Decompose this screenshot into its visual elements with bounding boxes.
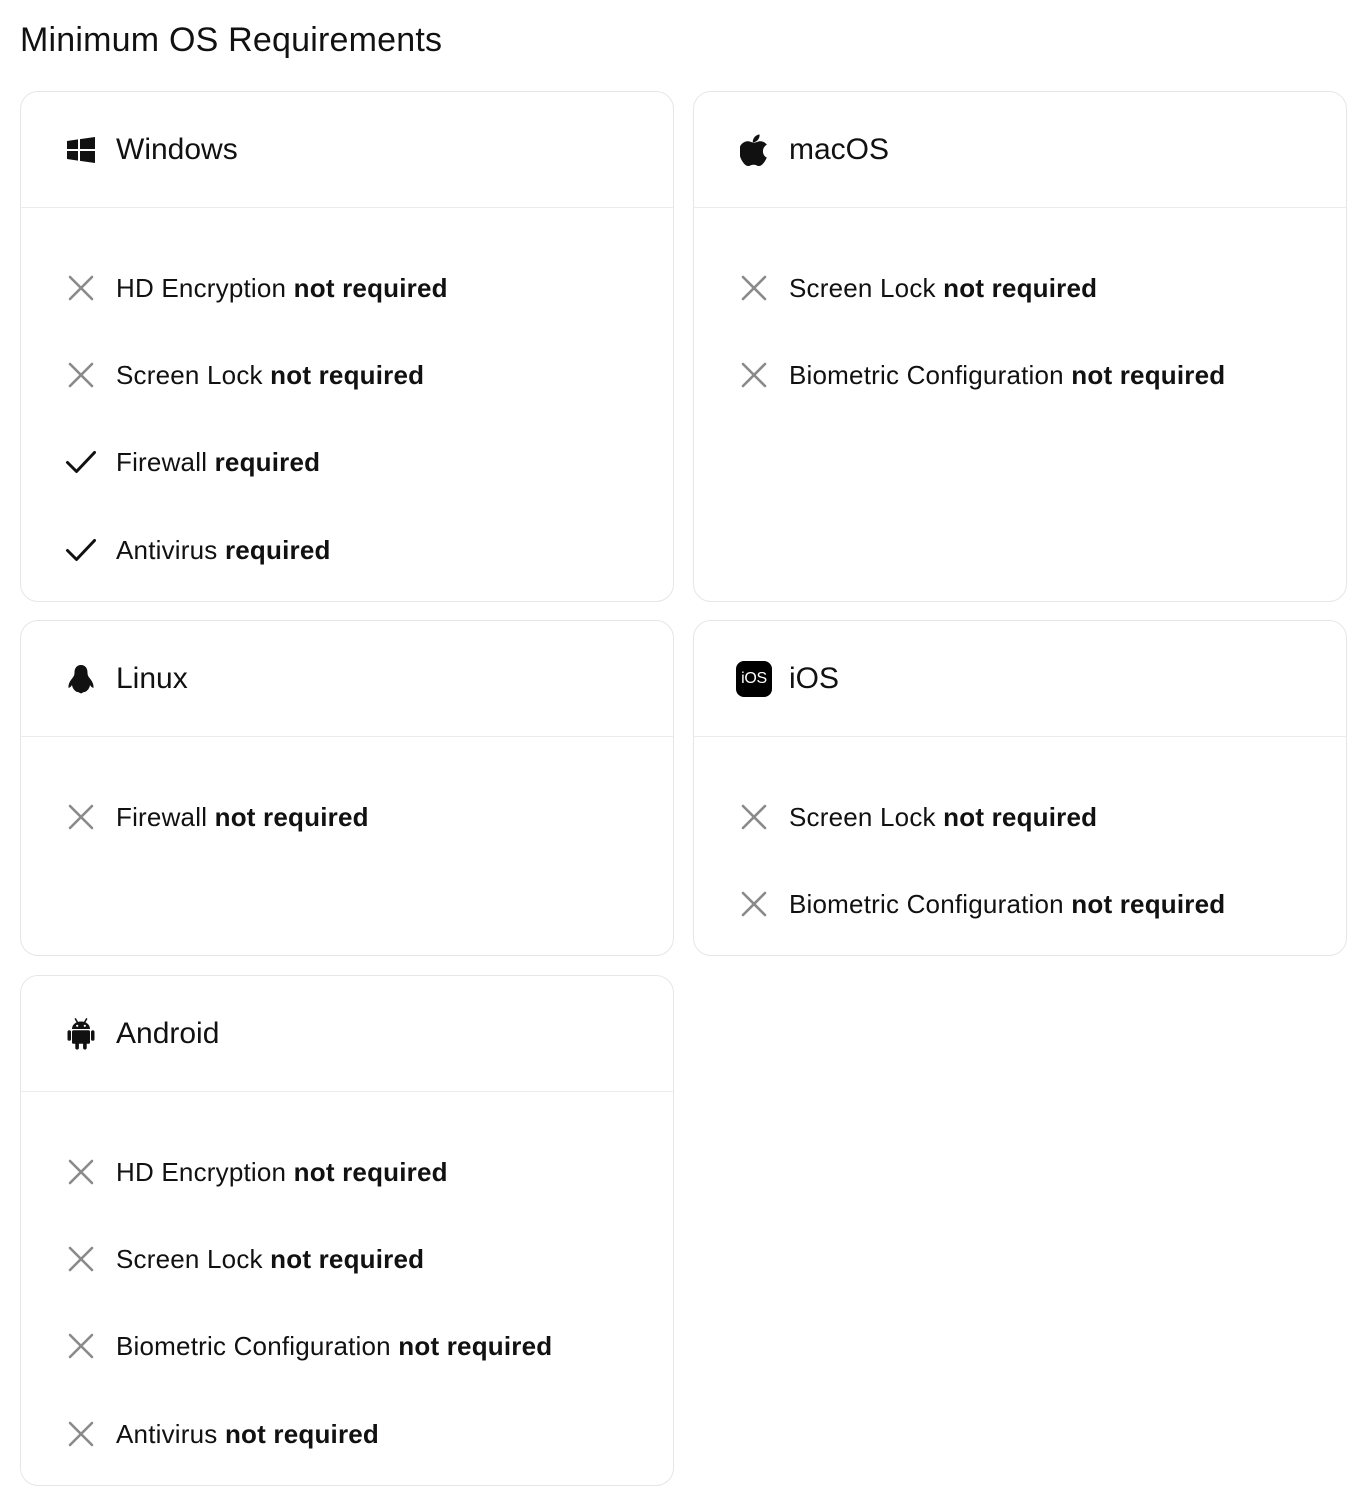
requirement-label: Antivirus	[116, 1418, 218, 1449]
close-icon	[736, 270, 772, 306]
requirement-item	[21, 419, 673, 506]
requirements-list	[694, 208, 1346, 419]
requirement-item	[694, 860, 1346, 947]
close-icon	[63, 1328, 99, 1364]
requirement-status: not required	[293, 272, 448, 303]
close-icon	[63, 1154, 99, 1190]
requirement-text	[116, 534, 331, 566]
os-name: Linux	[116, 661, 188, 695]
linux-penguin-icon	[63, 661, 99, 697]
requirement-item	[21, 1303, 673, 1390]
requirement-text	[116, 801, 369, 833]
close-icon	[63, 357, 99, 393]
os-name: Android	[116, 1016, 220, 1050]
requirement-status: required	[224, 534, 331, 565]
requirements-list	[694, 737, 1346, 948]
card-header	[21, 92, 673, 208]
requirement-status: not required	[214, 801, 369, 832]
requirement-status: not required	[943, 801, 1098, 832]
requirement-status: not required	[270, 360, 425, 391]
requirement-item	[694, 331, 1346, 418]
requirement-status: not required	[1071, 889, 1226, 920]
close-icon	[736, 357, 772, 393]
close-icon	[63, 270, 99, 306]
os-card-windows	[20, 91, 674, 602]
android-icon	[63, 1016, 99, 1052]
requirement-status: not required	[293, 1156, 448, 1187]
windows-icon	[63, 132, 99, 168]
close-icon	[736, 799, 772, 835]
requirement-item	[21, 1215, 673, 1302]
ios-icon	[736, 661, 772, 697]
requirement-label: Biometric Configuration	[789, 889, 1064, 920]
requirement-label: Firewall	[116, 801, 208, 832]
os-name: iOS	[789, 661, 840, 695]
os-name: macOS	[789, 132, 890, 166]
requirement-text	[116, 359, 424, 391]
close-icon	[63, 1241, 99, 1277]
requirement-status: not required	[943, 272, 1098, 303]
close-icon	[63, 799, 99, 835]
requirement-item	[21, 1128, 673, 1215]
card-header	[21, 976, 673, 1092]
requirement-status: not required	[1071, 360, 1226, 391]
requirement-label: HD Encryption	[116, 272, 287, 303]
requirement-status: not required	[224, 1418, 380, 1449]
requirement-item	[21, 506, 673, 593]
close-icon	[736, 886, 772, 922]
check-icon	[63, 444, 99, 480]
requirement-status: not required	[398, 1331, 553, 1362]
requirement-label: Biometric Configuration	[789, 360, 1064, 391]
card-header	[694, 92, 1346, 208]
requirement-label: Biometric Configuration	[116, 1331, 391, 1362]
requirement-text	[116, 1156, 448, 1188]
requirement-item	[694, 773, 1346, 860]
os-card-macos	[693, 91, 1347, 602]
requirement-label: Firewall	[116, 447, 208, 478]
requirement-item	[694, 244, 1346, 331]
card-header	[21, 621, 673, 737]
os-name: Windows	[116, 132, 238, 166]
requirement-text	[116, 1330, 552, 1362]
requirement-item	[21, 1390, 673, 1477]
requirement-text	[116, 1243, 424, 1275]
requirement-label: Screen Lock	[789, 272, 936, 303]
close-icon	[63, 1416, 99, 1452]
requirements-list	[21, 1092, 673, 1478]
requirement-label: Screen Lock	[116, 360, 263, 391]
ios-badge: iOS	[736, 661, 772, 697]
requirement-item	[21, 773, 673, 860]
check-icon	[63, 532, 99, 568]
os-card-android	[20, 975, 674, 1486]
os-card-linux	[20, 620, 674, 956]
requirement-item	[21, 331, 673, 418]
requirement-text	[789, 359, 1225, 391]
requirement-status: not required	[270, 1244, 425, 1275]
requirement-text	[789, 801, 1097, 833]
requirement-label: HD Encryption	[116, 1156, 287, 1187]
card-header	[694, 621, 1346, 737]
requirement-status: required	[214, 447, 321, 478]
requirement-item	[21, 244, 673, 331]
os-card-ios	[693, 620, 1347, 956]
requirement-label: Antivirus	[116, 534, 218, 565]
requirement-text	[116, 272, 448, 304]
requirement-label: Screen Lock	[116, 1244, 263, 1275]
requirements-list	[21, 208, 673, 594]
requirement-label: Screen Lock	[789, 801, 936, 832]
requirement-text	[116, 1418, 379, 1450]
page-title: Minimum OS Requirements	[20, 21, 443, 59]
requirement-text	[789, 272, 1097, 304]
requirement-text	[116, 446, 320, 478]
requirements-list	[21, 737, 673, 860]
apple-icon	[736, 132, 772, 168]
requirement-text	[789, 888, 1225, 920]
